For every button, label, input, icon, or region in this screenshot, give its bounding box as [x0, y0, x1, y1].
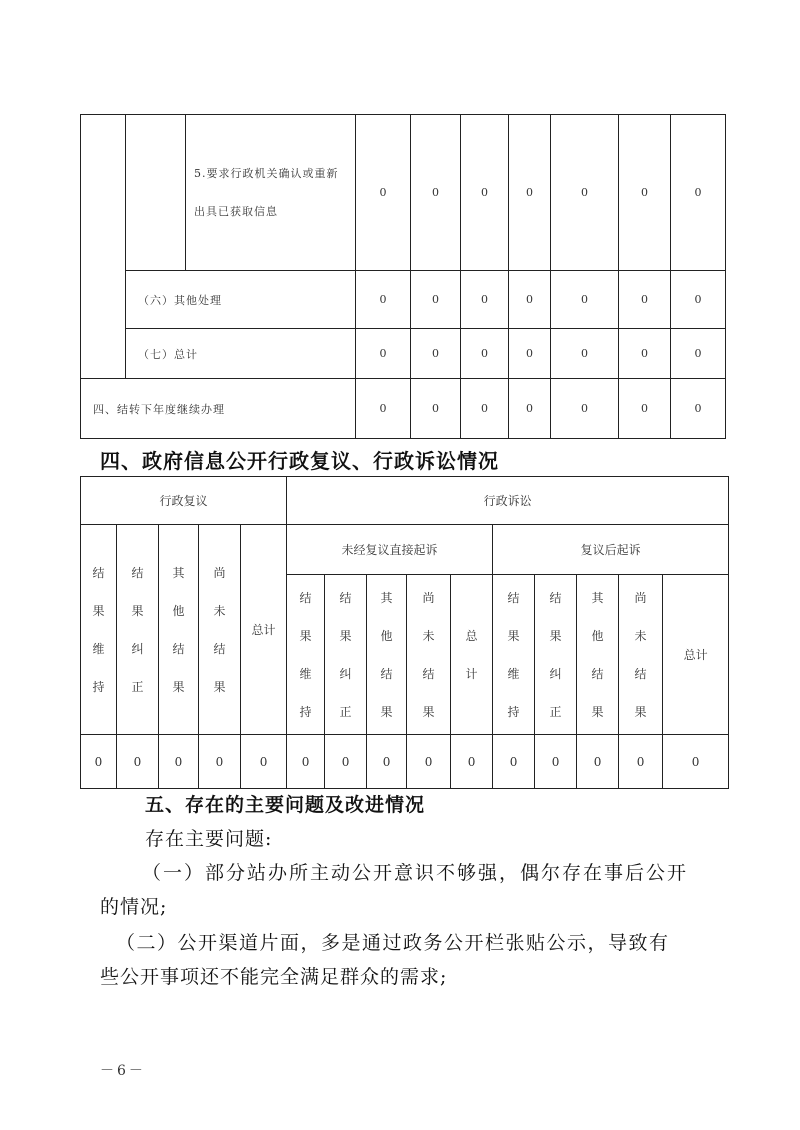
- value-cell: 0: [461, 379, 509, 439]
- value-cell: 0: [461, 271, 509, 329]
- disclosure-stats-table: [80, 114, 726, 439]
- table-row: [81, 271, 726, 329]
- col-header: 尚未结果: [619, 575, 663, 735]
- value-cell: 0: [671, 379, 726, 439]
- col-header: 结果纠正: [535, 575, 577, 735]
- col-header: 尚未结果: [199, 525, 241, 735]
- value-cell: 0: [117, 735, 159, 789]
- value-cell: 0: [356, 115, 411, 271]
- value-cell: 0: [619, 735, 663, 789]
- value-cell: 0: [356, 379, 411, 439]
- review-litigation-table: [80, 476, 729, 789]
- col-header: 结果维持: [81, 525, 117, 735]
- table-row: [81, 379, 726, 439]
- header-admin-review: 行政复议: [81, 477, 287, 525]
- row-label: 四、结转下年度继续办理: [81, 379, 356, 439]
- paragraph: 的情况;: [100, 896, 168, 918]
- table-row: [81, 115, 726, 271]
- value-cell: 0: [411, 379, 461, 439]
- section-heading: 四、政府信息公开行政复议、行政诉讼情况: [100, 449, 499, 473]
- empty-cell: [81, 115, 126, 379]
- value-cell: 0: [451, 735, 493, 789]
- value-cell: 0: [287, 735, 325, 789]
- value-cell: 0: [509, 379, 551, 439]
- value-cell: 0: [509, 329, 551, 379]
- value-cell: 0: [159, 735, 199, 789]
- value-cell: 0: [551, 271, 619, 329]
- paragraph: （二）公开渠道片面，多是通过政务公开栏张贴公示，导致有: [116, 932, 670, 954]
- value-cell: 0: [671, 329, 726, 379]
- value-cell: 0: [461, 329, 509, 379]
- header-admin-litigation: 行政诉讼: [287, 477, 729, 525]
- value-cell: 0: [241, 735, 287, 789]
- col-header: 其他结果: [159, 525, 199, 735]
- col-header: 总计: [663, 575, 729, 735]
- value-cell: 0: [619, 379, 671, 439]
- value-cell: 0: [509, 271, 551, 329]
- value-cell: 0: [551, 379, 619, 439]
- col-header: 结果维持: [287, 575, 325, 735]
- paragraph: 存在主要问题:: [145, 828, 273, 850]
- value-cell: 0: [671, 115, 726, 271]
- value-cell: 0: [81, 735, 117, 789]
- value-cell: 0: [551, 115, 619, 271]
- row-label: 5.要求行政机关确认或重新出具已获取信息: [186, 115, 356, 271]
- col-header: 结果纠正: [325, 575, 367, 735]
- value-cell: 0: [356, 271, 411, 329]
- col-header: 其他结果: [367, 575, 407, 735]
- value-cell: 0: [411, 115, 461, 271]
- value-cell: 0: [367, 735, 407, 789]
- header-after-review-suit: 复议后起诉: [493, 525, 729, 575]
- header-direct-suit: 未经复议直接起诉: [287, 525, 493, 575]
- col-header: 结果维持: [493, 575, 535, 735]
- value-cell: 0: [411, 271, 461, 329]
- value-cell: 0: [199, 735, 241, 789]
- value-cell: 0: [671, 271, 726, 329]
- paragraph: （一）部分站办所主动公开意识不够强，偶尔存在事后公开: [142, 862, 689, 884]
- value-cell: 0: [509, 115, 551, 271]
- value-cell: 0: [619, 329, 671, 379]
- value-cell: 0: [411, 329, 461, 379]
- section-heading: 五、存在的主要问题及改进情况: [145, 794, 426, 816]
- col-header: 其他结果: [577, 575, 619, 735]
- value-cell: 0: [551, 329, 619, 379]
- value-cell: 0: [493, 735, 535, 789]
- col-header: 总计: [451, 575, 493, 735]
- table-row: [81, 477, 729, 525]
- paragraph: 些公开事项还不能完全满足群众的需求;: [100, 966, 448, 988]
- value-cell: 0: [577, 735, 619, 789]
- table-row: [81, 735, 729, 789]
- value-cell: 0: [325, 735, 367, 789]
- value-cell: 0: [663, 735, 729, 789]
- col-header: 结果纠正: [117, 525, 159, 735]
- table-row: [81, 329, 726, 379]
- row-label: （七）总计: [126, 329, 356, 379]
- value-cell: 0: [356, 329, 411, 379]
- value-cell: 0: [619, 271, 671, 329]
- value-cell: 0: [407, 735, 451, 789]
- value-cell: 0: [461, 115, 509, 271]
- col-header: 尚未结果: [407, 575, 451, 735]
- page-number: －6－: [100, 1063, 146, 1079]
- value-cell: 0: [535, 735, 577, 789]
- row-label: （六）其他处理: [126, 271, 356, 329]
- empty-cell: [126, 115, 186, 271]
- value-cell: 0: [619, 115, 671, 271]
- table-row: [81, 525, 729, 575]
- col-header: 总计: [241, 525, 287, 735]
